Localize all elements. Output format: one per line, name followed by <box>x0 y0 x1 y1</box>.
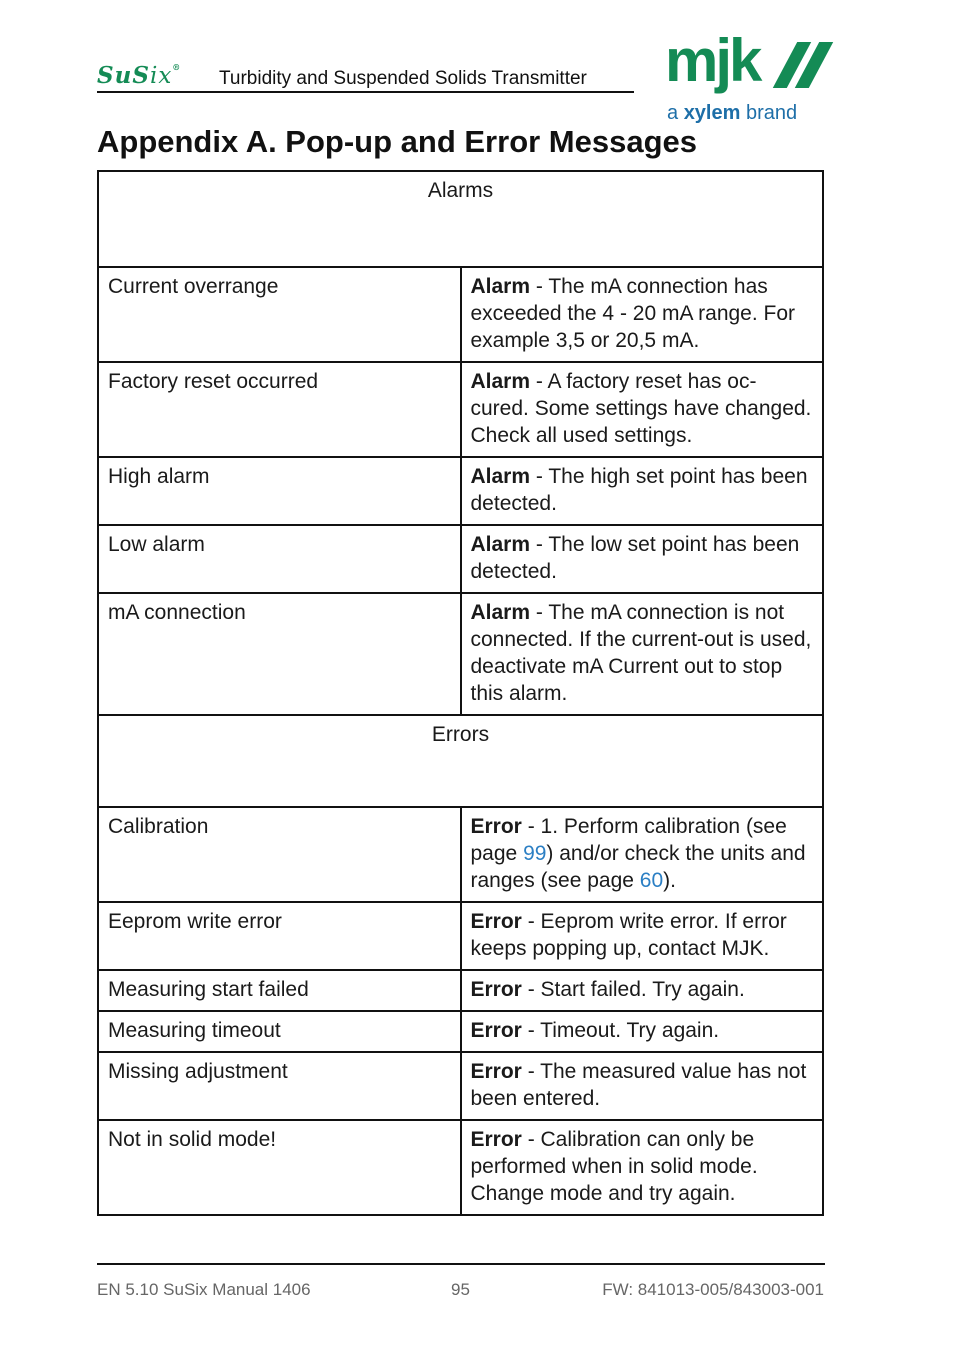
message-description <box>461 807 824 902</box>
table-row <box>98 362 823 457</box>
table-row <box>98 1120 823 1215</box>
message-text: ) and/or check the units and ranges (see page <box>470 842 806 892</box>
header-divider <box>97 91 634 93</box>
footer-manual-id: EN 5.10 SuSix Manual 1406 <box>97 1280 311 1299</box>
message-type: Error <box>470 978 522 1001</box>
table-row <box>98 970 823 1011</box>
page-number: 95 <box>451 1280 470 1299</box>
page-header <box>97 27 825 130</box>
message-text: - Eeprom write error. If error keeps popping up, contact MJK. <box>470 910 787 960</box>
message-name: mA connection <box>98 593 461 715</box>
xylem-tagline: a xylem brand <box>667 102 798 124</box>
message-text: - The mA connection is not connected. If the current-out is used, deactivate mA Current out to stop this alarm. <box>470 601 812 705</box>
message-text: - 1. Perform calibration (see page <box>470 815 787 865</box>
message-description <box>461 267 824 362</box>
message-text: - Calibration can only be performed when in solid mode. Change mode and try again. <box>470 1128 758 1205</box>
table-row <box>98 267 823 362</box>
message-text: - The mA connection has exceeded the 4 - 20 mA range. For example 3,5 or 20,5 mA. <box>470 275 796 352</box>
message-text: - Timeout. Try again. <box>521 1019 720 1042</box>
message-type: Error <box>470 1019 522 1042</box>
page-link-99[interactable]: 99 <box>523 842 547 865</box>
message-description <box>461 457 824 525</box>
message-type: Error <box>470 1060 522 1083</box>
messages-table <box>97 170 824 1216</box>
message-name: Eeprom write error <box>98 902 461 970</box>
message-description <box>461 593 824 715</box>
table-row <box>98 457 823 525</box>
page-link-60[interactable]: 60 <box>639 869 664 892</box>
header-title: Turbidity and Suspended Solids Transmitter <box>219 68 587 89</box>
table-row <box>98 807 823 902</box>
message-description <box>461 1011 824 1052</box>
alarms-heading: Alarms <box>98 171 823 267</box>
table-row <box>98 1011 823 1052</box>
message-name: Missing adjustment <box>98 1052 461 1120</box>
message-description <box>461 902 824 970</box>
message-text: - The measured value has not been entered. <box>470 1060 807 1110</box>
message-type: Alarm <box>470 533 531 556</box>
message-description <box>461 362 824 457</box>
errors-heading: Errors <box>98 715 823 807</box>
table-row <box>98 525 823 593</box>
table-row <box>98 1052 823 1120</box>
message-type: Error <box>470 910 522 933</box>
message-type: Alarm <box>470 601 531 624</box>
mjk-logo: mjk a xylem brand <box>665 40 825 125</box>
alarms-section-row <box>98 171 823 267</box>
susix-brand-logo: SuSix® <box>97 62 182 89</box>
message-name: Measuring timeout <box>98 1011 461 1052</box>
message-text: - The low set point has been detected. <box>470 533 800 583</box>
message-type: Error <box>470 815 522 838</box>
message-type: Alarm <box>470 465 531 488</box>
message-text: ). <box>663 869 676 892</box>
page-title: Appendix A. Pop-up and Error Messages <box>97 124 698 159</box>
table-row <box>98 593 823 715</box>
message-name: Current overrange <box>98 267 461 362</box>
footer-divider <box>97 1263 825 1265</box>
footer-firmware: FW: 841013-005/843003-001 <box>602 1280 824 1299</box>
message-name: Measuring start failed <box>98 970 461 1011</box>
message-description <box>461 970 824 1011</box>
message-type: Alarm <box>470 370 531 393</box>
message-text: - A factory reset has oc-cured. Some settings have changed. Check all used settings. <box>470 370 812 447</box>
table-row <box>98 902 823 970</box>
message-text: - The high set point has been detected. <box>470 465 808 515</box>
message-type: Alarm <box>470 275 531 298</box>
message-name: Calibration <box>98 807 461 902</box>
message-text: - Start failed. Try again. <box>521 978 745 1001</box>
message-name: Not in solid mode! <box>98 1120 461 1215</box>
message-description <box>461 1052 824 1120</box>
message-description <box>461 525 824 593</box>
message-name: Low alarm <box>98 525 461 593</box>
message-description <box>461 1120 824 1215</box>
errors-section-row <box>98 715 823 807</box>
message-name: High alarm <box>98 457 461 525</box>
message-name: Factory reset occurred <box>98 362 461 457</box>
message-type: Error <box>470 1128 522 1151</box>
